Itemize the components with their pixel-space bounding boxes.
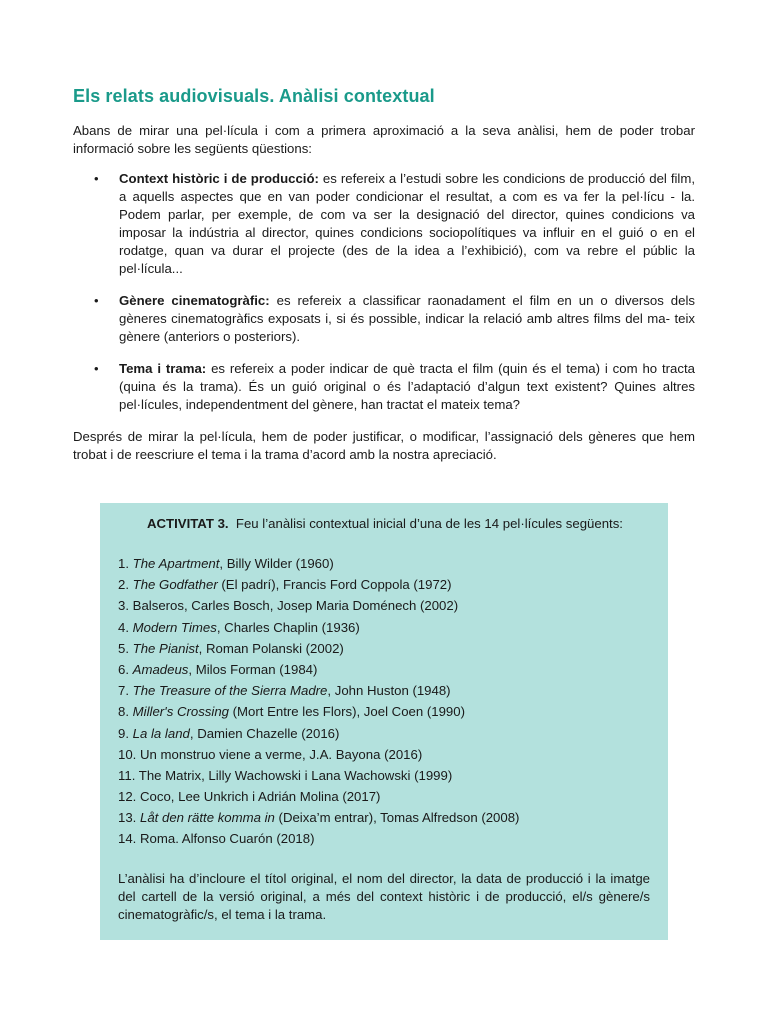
film-details: , J.A. Bayona (2016) — [302, 746, 423, 762]
film-number: 7. — [118, 683, 133, 699]
intro-paragraph: Abans de mirar una pel·lícula i com a primera aproximació a la seva anàlisi, hem de poder trobar informació sobre les següents qüestions: — [73, 123, 695, 156]
film-number: 3. — [118, 598, 133, 614]
film-title: La la land — [132, 725, 190, 741]
bullet-text: es refereix a classificar raonadament el film en un o diversos dels gèneres cinematogràfics exposats i, si és possible, indicar la relació amb altres films del ma- teix gènere (anteriors o posteriors). — [119, 293, 695, 344]
film-details: (El padrí), Francis Ford Coppola (1972) — [217, 577, 452, 593]
film-item — [118, 638, 650, 659]
film-title: Coco — [140, 789, 171, 805]
film-number: 13. — [118, 810, 140, 826]
document-page — [73, 84, 695, 464]
film-item — [118, 617, 650, 638]
bullet-dot: • — [94, 361, 99, 376]
bullet-term: Context històric i de producció: — [119, 171, 319, 186]
bullet-genre — [73, 292, 695, 346]
bullet-text: es refereix a poder indicar de què tracta el film (quin és el tema) i com ho tracta (quina és la trama). És un guió original o és l’adaptació d’algun text existent? Quines altres pel·lícules, independentment del gènere, han tractat el mateix tema? — [119, 361, 695, 412]
film-title: The Godfather — [132, 577, 218, 593]
film-title: The Apartment — [132, 556, 220, 571]
film-number: 2. — [118, 577, 133, 593]
bullet-dot: • — [94, 171, 99, 186]
film-title: Låt den rätte komma in — [140, 810, 275, 826]
film-details: , Carles Bosch, Josep Maria Doménech (2002) — [183, 598, 459, 614]
film-item — [118, 553, 650, 574]
bullet-dot: • — [94, 293, 99, 308]
film-details: (Deixa’m entrar), Tomas Alfredson (2008) — [274, 810, 520, 826]
film-details: , Charles Chaplin (1936) — [216, 619, 360, 635]
film-list — [118, 553, 650, 850]
film-details: , Roman Polanski (2002) — [198, 640, 344, 656]
film-details: , Lilly Wachowski i Lana Wachowski (1999) — [201, 767, 453, 783]
question-list — [73, 170, 695, 414]
activity-heading — [118, 515, 650, 533]
film-details: . Alfonso Cuarón (2018) — [175, 831, 315, 847]
film-number: 6. — [118, 661, 133, 677]
film-number: 11. — [118, 767, 139, 783]
film-number: 5. — [118, 640, 133, 656]
film-item — [118, 659, 650, 680]
film-details: (Mort Entre les Flors), Joel Coen (1990) — [228, 704, 465, 720]
film-details: , John Huston (1948) — [327, 683, 451, 699]
film-title: The Matrix — [138, 767, 202, 783]
film-number: 14. — [118, 831, 140, 847]
film-number: 9. — [118, 725, 133, 741]
film-title: The Pianist — [132, 640, 199, 656]
film-number: 4. — [118, 619, 133, 635]
film-title: Modern Times — [132, 619, 217, 635]
film-item — [118, 595, 650, 616]
film-details: , Lee Unkrich i Adrián Molina (2017) — [170, 789, 381, 805]
film-item — [118, 680, 650, 701]
film-item — [118, 744, 650, 765]
bullet-theme — [73, 360, 695, 414]
activity-instruction: Feu l’anàlisi contextual inicial d’una de les 14 pel·lícules següents: — [235, 516, 623, 531]
activity-box — [100, 503, 668, 940]
film-details: , Milos Forman (1984) — [188, 661, 318, 677]
film-item — [118, 723, 650, 744]
film-title: The Treasure of the Sierra Madre — [132, 683, 328, 699]
film-details: , Damien Chazelle (2016) — [189, 725, 340, 741]
film-item — [118, 765, 650, 786]
activity-note: L’anàlisi ha d’incloure el títol original, el nom del director, la data de producció i la imatge del cartell de la versió original, a més del context històric i de producció, el/s gènere/s cinematogràfic/s, el tema i la trama. — [118, 870, 650, 922]
film-item — [118, 828, 650, 849]
film-number: 12. — [118, 789, 140, 805]
film-number: 1. — [118, 556, 133, 571]
film-item — [118, 701, 650, 722]
film-title: Amadeus — [132, 661, 189, 677]
film-details: , Billy Wilder (1960) — [219, 556, 334, 571]
page-title: Els relats audiovisuals. Anàlisi contextual — [73, 86, 435, 106]
activity-label: ACTIVITAT 3. — [147, 516, 229, 531]
bullet-context — [73, 170, 695, 278]
bullet-term: Tema i trama: — [119, 361, 207, 376]
bullet-text: es refereix a l’estudi sobre les condicions de producció del film, a aquells aspectes que en van poder condicionar el resultat, a com es va fer la pel·lícu - la. Podem parlar, per exemple, de com va ser la designació del director, quines condicions va imposar la indústria al director, quines condicions sociopolítiques va influir en el guió o en el rodatge, quan va durar el projecte (des de la idea a l’exhibició), com va rebre el públic la pel·lícula... — [119, 171, 696, 276]
film-title: Balseros — [132, 598, 184, 614]
film-number: 8. — [118, 704, 133, 720]
film-title: Un monstruo viene a verme — [140, 746, 302, 762]
bullet-term: Gènere cinematogràfic: — [119, 293, 270, 308]
film-title: Miller's Crossing — [132, 704, 229, 720]
film-number: 10. — [118, 746, 140, 762]
film-title: Roma — [140, 831, 176, 847]
film-item — [118, 807, 650, 828]
film-item — [118, 574, 650, 595]
outro-paragraph: Després de mirar la pel·lícula, hem de poder justificar, o modificar, l’assignació dels gèneres que hem trobat i de reescriure el tema i la trama d’acord amb la nostra apreciació. — [73, 429, 695, 462]
film-item — [118, 786, 650, 807]
